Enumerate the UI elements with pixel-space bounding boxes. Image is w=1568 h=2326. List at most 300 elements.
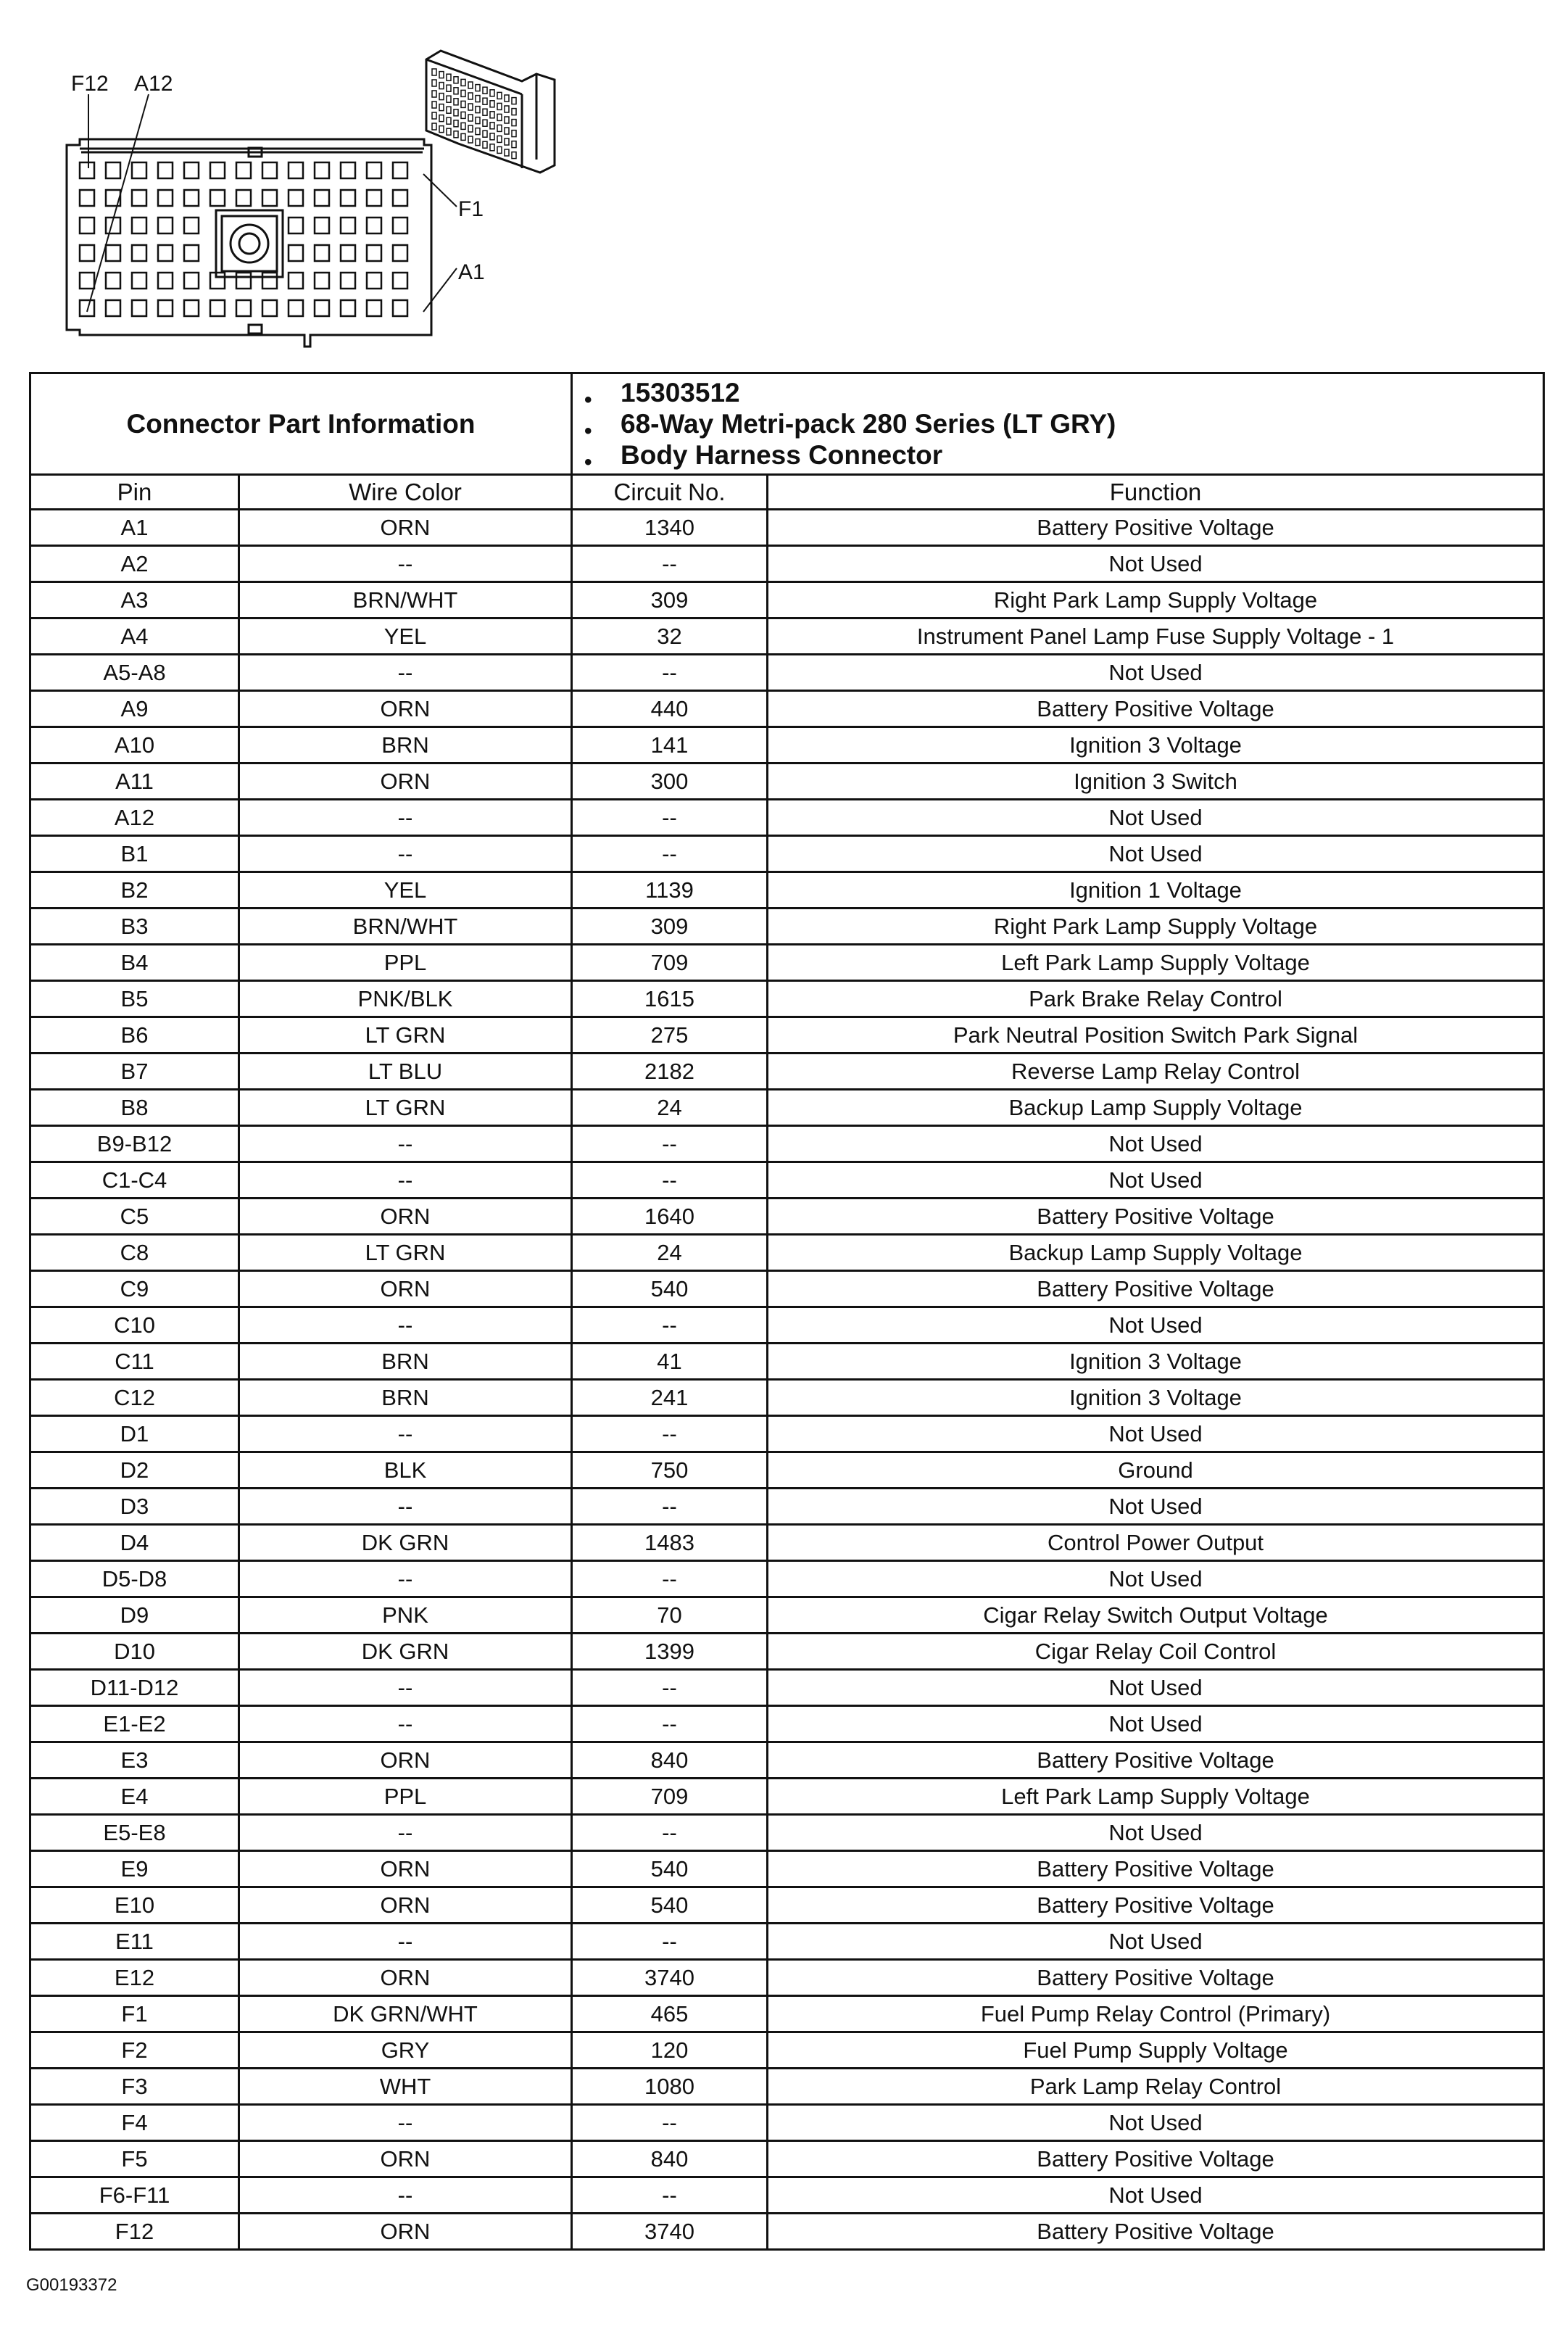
iso-pin-cavity [505,106,509,112]
circuit-cell: 24 [572,1235,768,1271]
table-row [30,727,1544,763]
figure-id: G00193372 [26,2275,117,2295]
iso-pin-cavity [468,104,473,110]
iso-pin-cavity [454,88,458,94]
pin-cavity [289,245,303,261]
circuit-cell: 440 [572,691,768,727]
iso-pin-cavity [476,85,480,91]
wire-color-cell: DK GRN [239,1634,572,1670]
pin-cavity [236,162,251,178]
iso-pin-cavity [447,128,451,135]
pin-cavity [393,218,407,233]
pin-cavity [132,162,146,178]
col-circuit-no: Circuit No. [572,475,768,510]
circuit-cell: -- [572,836,768,872]
circuit-cell: 300 [572,763,768,800]
pin-cell: C9 [30,1271,239,1307]
pin-cell: A9 [30,691,239,727]
function-cell: Battery Positive Voltage [768,2214,1544,2250]
iso-pin-cavity [512,109,516,115]
iso-pin-cavity [483,87,487,94]
iso-pin-cavity [439,104,444,111]
circuit-cell: 1640 [572,1199,768,1235]
pin-cavity [289,190,303,206]
pin-cavity [315,300,329,316]
pin-cell: E5-E8 [30,1815,239,1851]
pin-cavity [341,218,355,233]
table-row [30,510,1544,546]
iso-pin-cavity [476,128,480,135]
pin-cell: B9-B12 [30,1126,239,1162]
table-row [30,1996,1544,2032]
wire-color-cell: PNK/BLK [239,981,572,1017]
circuit-cell: -- [572,1126,768,1162]
pin-cavity [367,218,381,233]
function-cell: Battery Positive Voltage [768,1851,1544,1887]
iso-pin-cavity [490,90,494,96]
pin-cell: F6-F11 [30,2177,239,2214]
wire-color-cell: BLK [239,1452,572,1489]
circuit-cell: 1615 [572,981,768,1017]
table-row [30,2069,1544,2105]
pin-cell: B7 [30,1054,239,1090]
wire-color-cell: -- [239,1924,572,1960]
circuit-cell: 540 [572,1851,768,1887]
circuit-cell: -- [572,2177,768,2214]
table-row [30,1090,1544,1126]
pin-cavity [315,218,329,233]
pin-cell: E3 [30,1742,239,1779]
function-cell: Cigar Relay Coil Control [768,1634,1544,1670]
pin-cell: E10 [30,1887,239,1924]
iso-pin-cavity [432,123,436,130]
pin-cell: A5-A8 [30,655,239,691]
pin-cavity [158,190,173,206]
label-a12: A12 [134,72,173,96]
function-cell: Not Used [768,800,1544,836]
pin-cavity [262,300,277,316]
function-cell: Battery Positive Voltage [768,510,1544,546]
circuit-cell: -- [572,1307,768,1344]
pin-cell: B2 [30,872,239,909]
iso-pin-cavity [432,69,436,75]
table-row [30,655,1544,691]
label-f12: F12 [71,72,109,96]
circuit-cell: 32 [572,618,768,655]
table-row [30,1344,1544,1380]
circuit-cell: 275 [572,1017,768,1054]
function-cell: Instrument Panel Lamp Fuse Supply Voltage - 1 [768,618,1544,655]
pin-cavity [341,190,355,206]
iso-pin-cavity [497,92,502,99]
circuit-cell: 70 [572,1597,768,1634]
table-row [30,1489,1544,1525]
table-row [30,618,1544,655]
iso-pin-cavity [454,120,458,127]
pin-cell: C8 [30,1235,239,1271]
pin-cell: A11 [30,763,239,800]
function-cell: Not Used [768,655,1544,691]
wire-color-cell: -- [239,546,572,582]
pin-cell: C10 [30,1307,239,1344]
table-row [30,2032,1544,2069]
circuit-cell: 120 [572,2032,768,2069]
wire-color-cell: DK GRN [239,1525,572,1561]
iso-pin-cavity [497,136,502,142]
table-row [30,1742,1544,1779]
circuit-cell: -- [572,1924,768,1960]
pin-cell: C11 [30,1344,239,1380]
iso-pin-cavity [490,144,494,151]
pin-cavity [289,218,303,233]
wire-color-cell: -- [239,1815,572,1851]
wire-color-cell: ORN [239,763,572,800]
pin-cavity [341,273,355,289]
function-cell: Cigar Relay Switch Output Voltage [768,1597,1544,1634]
iso-pin-cavity [461,79,465,86]
pin-cavity [262,190,277,206]
wire-color-cell: BRN/WHT [239,909,572,945]
iso-pin-cavity [497,125,502,131]
table-row [30,2214,1544,2250]
connector-type: • 68-Way Metri-pack 280 Series (LT GRY) [621,408,1543,439]
pin-cell: D9 [30,1597,239,1634]
table-row [30,2105,1544,2141]
table-row [30,1452,1544,1489]
wire-color-cell: -- [239,1307,572,1344]
iso-pin-cavity [468,82,473,88]
pin-cell: C12 [30,1380,239,1416]
pin-cavity [236,190,251,206]
pin-cavity [262,273,277,289]
function-cell: Not Used [768,1162,1544,1199]
part-number: • 15303512 [621,377,1543,408]
pin-cell: E12 [30,1960,239,1996]
wire-color-cell: ORN [239,1271,572,1307]
pin-cavity [315,190,329,206]
table-row [30,1416,1544,1452]
wire-color-cell: -- [239,1416,572,1452]
pin-cell: B3 [30,909,239,945]
circuit-cell: 540 [572,1887,768,1924]
circuit-cell: 1340 [572,510,768,546]
wire-color-cell: LT GRN [239,1017,572,1054]
wire-color-cell: YEL [239,618,572,655]
iso-pin-cavity [439,94,444,100]
pin-grid [80,162,407,316]
pin-cavity [393,162,407,178]
function-cell: Fuel Pump Relay Control (Primary) [768,1996,1544,2032]
pin-rows [30,510,1544,2250]
pin-cell: B5 [30,981,239,1017]
iso-pin-cavity [505,117,509,123]
wire-color-cell: ORN [239,1887,572,1924]
iso-pin-cavity [512,120,516,126]
pin-cavity [315,245,329,261]
iso-pin-cavity [505,95,509,102]
function-cell: Battery Positive Voltage [768,1960,1544,1996]
pin-cell: F5 [30,2141,239,2177]
pin-cavity [132,245,146,261]
iso-pin-cavity [483,141,487,148]
pin-cell: D3 [30,1489,239,1525]
table-row [30,1307,1544,1344]
column-headers [30,475,1544,510]
table-row [30,1960,1544,1996]
function-cell: Not Used [768,2105,1544,2141]
pin-cavity [210,300,225,316]
pin-cavity [393,190,407,206]
circuit-cell: -- [572,1706,768,1742]
table-row [30,800,1544,836]
table-row [30,1597,1544,1634]
function-cell: Not Used [768,1924,1544,1960]
pin-cell: A1 [30,510,239,546]
iso-pin-cavity [490,112,494,118]
iso-pin-cavity [461,101,465,107]
iso-pin-cavity [468,125,473,132]
pin-cavity [184,300,199,316]
wire-color-cell: LT GRN [239,1235,572,1271]
pin-cavity [341,300,355,316]
function-cell: Not Used [768,1126,1544,1162]
wire-color-cell: WHT [239,2069,572,2105]
pin-cavity [367,245,381,261]
wire-color-cell: GRY [239,2032,572,2069]
iso-pin-cavity [483,131,487,137]
circuit-cell: 3740 [572,2214,768,2250]
iso-pin-cavity [447,117,451,124]
wire-color-cell: ORN [239,691,572,727]
pin-cavity [393,273,407,289]
wire-color-cell: BRN [239,1380,572,1416]
part-info-row [30,373,1544,475]
table-row [30,2141,1544,2177]
wire-color-cell: ORN [239,2214,572,2250]
function-cell: Not Used [768,1670,1544,1706]
table-row [30,1851,1544,1887]
wire-color-cell: ORN [239,1742,572,1779]
pin-cell: E4 [30,1779,239,1815]
iso-pin-cavity [447,107,451,113]
wire-color-cell: -- [239,2177,572,2214]
table-row [30,1561,1544,1597]
wire-color-cell: PNK [239,1597,572,1634]
center-bolt [216,210,283,277]
function-cell: Backup Lamp Supply Voltage [768,1235,1544,1271]
function-cell: Fuel Pump Supply Voltage [768,2032,1544,2069]
wire-color-cell: BRN/WHT [239,582,572,618]
function-cell: Ignition 3 Voltage [768,727,1544,763]
iso-pin-cavity [490,123,494,129]
wire-color-cell: ORN [239,510,572,546]
pin-cell: D1 [30,1416,239,1452]
pin-cavity [393,245,407,261]
function-cell: Battery Positive Voltage [768,691,1544,727]
table-row [30,945,1544,981]
iso-pin-cavity [461,133,465,140]
pin-cavity [158,162,173,178]
iso-pin-cavity [476,117,480,124]
col-pin: Pin [30,475,239,510]
circuit-cell: 1483 [572,1525,768,1561]
pin-cavity [80,273,94,289]
part-info-details [572,373,1544,475]
iso-pin-cavity [512,152,516,159]
table-row [30,1779,1544,1815]
iso-pin-cavity [447,74,451,80]
pin-cell: D4 [30,1525,239,1561]
leader-lines [87,94,457,312]
iso-pin-cavity [497,114,502,120]
function-cell: Left Park Lamp Supply Voltage [768,945,1544,981]
iso-pin-cavity [512,131,516,137]
wire-color-cell: -- [239,1561,572,1597]
pin-cell: C1-C4 [30,1162,239,1199]
pin-cavity [106,300,120,316]
iso-pin-cavity [439,83,444,89]
pin-cavity [341,245,355,261]
table-row [30,546,1544,582]
wire-color-cell: LT GRN [239,1090,572,1126]
wire-color-cell: -- [239,800,572,836]
pin-cavity [393,300,407,316]
pin-cavity [184,273,199,289]
pin-cavity [184,218,199,233]
pin-cavity [262,162,277,178]
pin-cavity [132,273,146,289]
pin-cavity [132,218,146,233]
circuit-cell: 840 [572,2141,768,2177]
iso-pin-cavity [483,109,487,115]
wire-color-cell: ORN [239,1851,572,1887]
col-wire-color: Wire Color [239,475,572,510]
connector-table [29,372,1545,2251]
iso-pin-cavity [476,96,480,102]
circuit-cell: 840 [572,1742,768,1779]
iso-pin-cavity [490,133,494,140]
iso-pin-cavity [439,126,444,133]
function-cell: Battery Positive Voltage [768,1742,1544,1779]
function-cell: Not Used [768,1307,1544,1344]
pin-cavity [106,245,120,261]
iso-pin-cavity [461,123,465,129]
pin-cavity [236,300,251,316]
iso-pin-cavity [439,72,444,78]
circuit-cell: 750 [572,1452,768,1489]
pin-cavity [80,218,94,233]
pin-cavity [132,300,146,316]
function-cell: Ignition 3 Voltage [768,1344,1544,1380]
function-cell: Ignition 3 Switch [768,763,1544,800]
pin-cavity [367,273,381,289]
iso-pin-cavity [454,109,458,116]
pin-cell: A2 [30,546,239,582]
pin-cavity [106,273,120,289]
label-a1: A1 [458,260,485,284]
function-cell: Ground [768,1452,1544,1489]
function-cell: Not Used [768,1706,1544,1742]
function-cell: Not Used [768,1416,1544,1452]
wire-color-cell: -- [239,1489,572,1525]
circuit-cell: 24 [572,1090,768,1126]
circuit-cell: 709 [572,945,768,981]
iso-pin-cavity [505,138,509,145]
pin-cell: A10 [30,727,239,763]
circuit-cell: 465 [572,1996,768,2032]
iso-pin-cavity [454,77,458,83]
table-row [30,836,1544,872]
table-row [30,1017,1544,1054]
wire-color-cell: -- [239,1126,572,1162]
function-cell: Not Used [768,1489,1544,1525]
pin-cell: E1-E2 [30,1706,239,1742]
circuit-cell: -- [572,2105,768,2141]
function-cell: Right Park Lamp Supply Voltage [768,909,1544,945]
wire-color-cell: -- [239,655,572,691]
pin-cavity [315,162,329,178]
function-cell: Backup Lamp Supply Voltage [768,1090,1544,1126]
pin-cell: B8 [30,1090,239,1126]
circuit-cell: -- [572,1162,768,1199]
wire-color-cell: -- [239,1706,572,1742]
table-row [30,1199,1544,1235]
circuit-cell: 709 [572,1779,768,1815]
iso-pin-cavity [476,107,480,113]
wire-color-cell: BRN [239,1344,572,1380]
pin-cavity [367,190,381,206]
pin-cavity [158,273,173,289]
wire-color-cell: ORN [239,1199,572,1235]
table-row [30,1380,1544,1416]
iso-pin-cavity [468,115,473,121]
function-cell: Battery Positive Voltage [768,1199,1544,1235]
iso-pin-cavity [447,85,451,91]
iso-pin-cavity [483,120,487,126]
table-row [30,1235,1544,1271]
wire-color-cell: -- [239,1670,572,1706]
iso-pin-cavity [505,128,509,134]
table-row [30,1924,1544,1960]
circuit-cell: 1080 [572,2069,768,2105]
table-row [30,872,1544,909]
function-cell: Park Brake Relay Control [768,981,1544,1017]
part-info-title: Connector Part Information [30,373,572,475]
pin-cavity [289,162,303,178]
table-row [30,909,1544,945]
circuit-cell: 309 [572,909,768,945]
pin-cavity [315,273,329,289]
pin-cavity [367,300,381,316]
pin-cavity [184,245,199,261]
pin-cell: E11 [30,1924,239,1960]
wire-color-cell: -- [239,836,572,872]
wire-color-cell: PPL [239,1779,572,1815]
pin-cell: D10 [30,1634,239,1670]
pin-cell: B6 [30,1017,239,1054]
pin-cavity [210,190,225,206]
function-cell: Left Park Lamp Supply Voltage [768,1779,1544,1815]
pin-cell: F1 [30,1996,239,2032]
circuit-cell: -- [572,1416,768,1452]
table-row [30,1271,1544,1307]
circuit-cell: 2182 [572,1054,768,1090]
wire-color-cell: LT BLU [239,1054,572,1090]
pin-cell: A3 [30,582,239,618]
pin-cell: F12 [30,2214,239,2250]
pin-cavity [184,190,199,206]
function-cell: Control Power Output [768,1525,1544,1561]
